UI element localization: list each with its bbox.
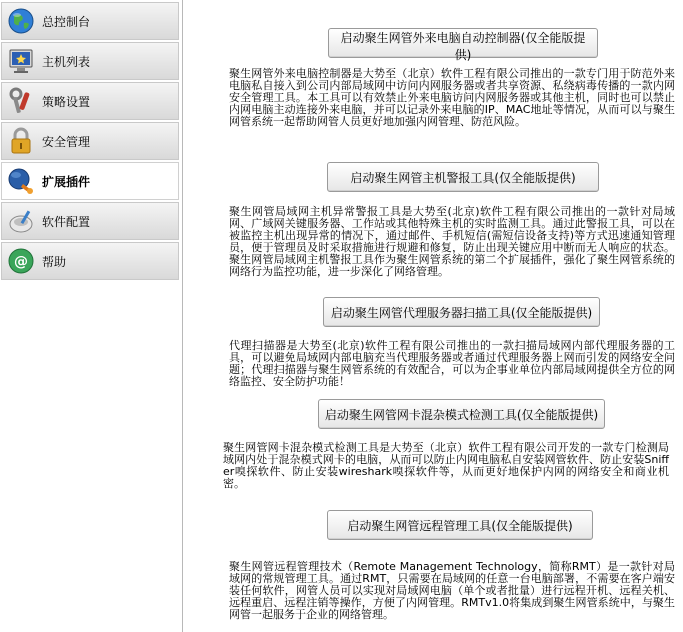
- sidebar: [0, 0, 183, 632]
- sidebar-item-label: 策略设置: [42, 95, 91, 109]
- launch-proxy-scanner-button[interactable]: 启动聚生网管代理服务器扫描工具(仅全能版提供): [323, 297, 600, 327]
- host-alarm-description: 聚生网管局域网主机异常警报工具是大势至(北京)软件工程有限公司推出的一款针对局域网、广域网关键服务器、工作站或其他特殊主机的实时监测工具。通过此警报工具，可以在被监控主机出现异常的情况下，通过邮件、手机短信(需短信设备支持)等方式迅速通知管理员，便于管理员及时采取措施进行规避和修复，防止出现关键应用中断而无人响应的状态。聚生网管局域网主机警报工具作为聚生网管系统的第二个扩展插件，强化了聚生网管系统的网络行为监控功能，进一步深化了网络管理。: [229, 205, 675, 278]
- sidebar-item-label: 安全管理: [42, 135, 91, 149]
- sidebar-item-software-config[interactable]: [1, 202, 179, 240]
- sidebar-item-console[interactable]: [1, 2, 179, 40]
- sidebar-item-label: 软件配置: [42, 215, 91, 229]
- sidebar-item-policy[interactable]: [1, 82, 179, 120]
- launch-remote-management-button[interactable]: 启动聚生网管远程管理工具(仅全能版提供): [327, 510, 593, 540]
- sidebar-item-label: 总控制台: [42, 15, 91, 29]
- sidebar-item-plugins[interactable]: [1, 162, 179, 200]
- sidebar-item-security[interactable]: [1, 122, 179, 160]
- sidebar-item-label: 主机列表: [42, 55, 91, 69]
- sidebar-item-label: 扩展插件: [42, 175, 91, 189]
- monitor-icon: [6, 46, 36, 76]
- config-icon: [6, 206, 36, 236]
- sidebar-item-label: 帮助: [42, 255, 67, 269]
- sidebar-menu: [1, 2, 179, 282]
- promiscuous-nic-detector-description: 聚生网管网卡混杂模式检测工具是大势至（北京）软件工程有限公司开发的一款专门检测局域网内处于混杂模式网卡的电脑，从而可以防止内网电脑私自安装网管软件、防止安装Sniffer嗅探软件、防止安装wireshark嗅探软件等，从而更好地保护内网的网络安全和商业机密。: [223, 441, 669, 490]
- launch-host-alarm-button[interactable]: 启动聚生网管主机警报工具(仅全能版提供): [327, 162, 599, 192]
- plugin-icon: [6, 166, 36, 196]
- lock-icon: [6, 126, 36, 156]
- remote-management-description: 聚生网管远程管理技术（Remote Management Technology，简称RMT）是一款针对局域网的常规管理工具。通过RMT，只需要在局域网的任意一台电脑部署，不需要在客户端安装任何软件，网管人员可以实现对局域网电脑（单个或者批量）进行远程开机、远程关机、远程重启、远程注销等操作，方便了内网管理。RMTv1.0将集成到聚生网管系统中，与聚生网管一起服务于企业的网络管理。: [229, 560, 675, 621]
- external-pc-controller-description: 聚生网管外来电脑控制器是大势至（北京）软件工程有限公司推出的一款专门用于防范外来电脑私自接入到公司内部局域网中访问内网服务器或者共享资源、私绕病毒传播的一款内网安全管理工具。本工具可以有效禁止外来电脑访问内网服务器或其他主机，同时也可以禁止内网电脑主动连接外来电脑，并可以记录外来电脑的IP、MAC地址等情况，从而可以与聚生网管系统一起帮助网管人员更好地加强内网管理、防范风险。: [229, 67, 675, 128]
- launch-promiscuous-nic-detector-button[interactable]: 启动聚生网管网卡混杂模式检测工具(仅全能版提供): [318, 399, 605, 429]
- help-icon: [6, 246, 36, 276]
- wrench-icon: [6, 86, 36, 116]
- sidebar-item-help[interactable]: [1, 242, 179, 280]
- proxy-scanner-description: 代理扫描器是大势至(北京)软件工程有限公司推出的一款扫描局域网内部代理服务器的工具，可以避免局域网内部电脑充当代理服务器或者通过代理服务器上网而引发的网络安全问题；代理扫描器与聚生网管系统的有效配合，可以为企事业单位内部局域网提供全方位的网络监控、安全防护功能！: [229, 339, 675, 388]
- main-content: [183, 0, 683, 632]
- globe-icon: [6, 6, 36, 36]
- sidebar-item-host-list[interactable]: [1, 42, 179, 80]
- launch-external-pc-controller-button[interactable]: 启动聚生网管外来电脑自动控制器(仅全能版提供): [328, 28, 598, 58]
- svg-text:@: @: [14, 254, 28, 270]
